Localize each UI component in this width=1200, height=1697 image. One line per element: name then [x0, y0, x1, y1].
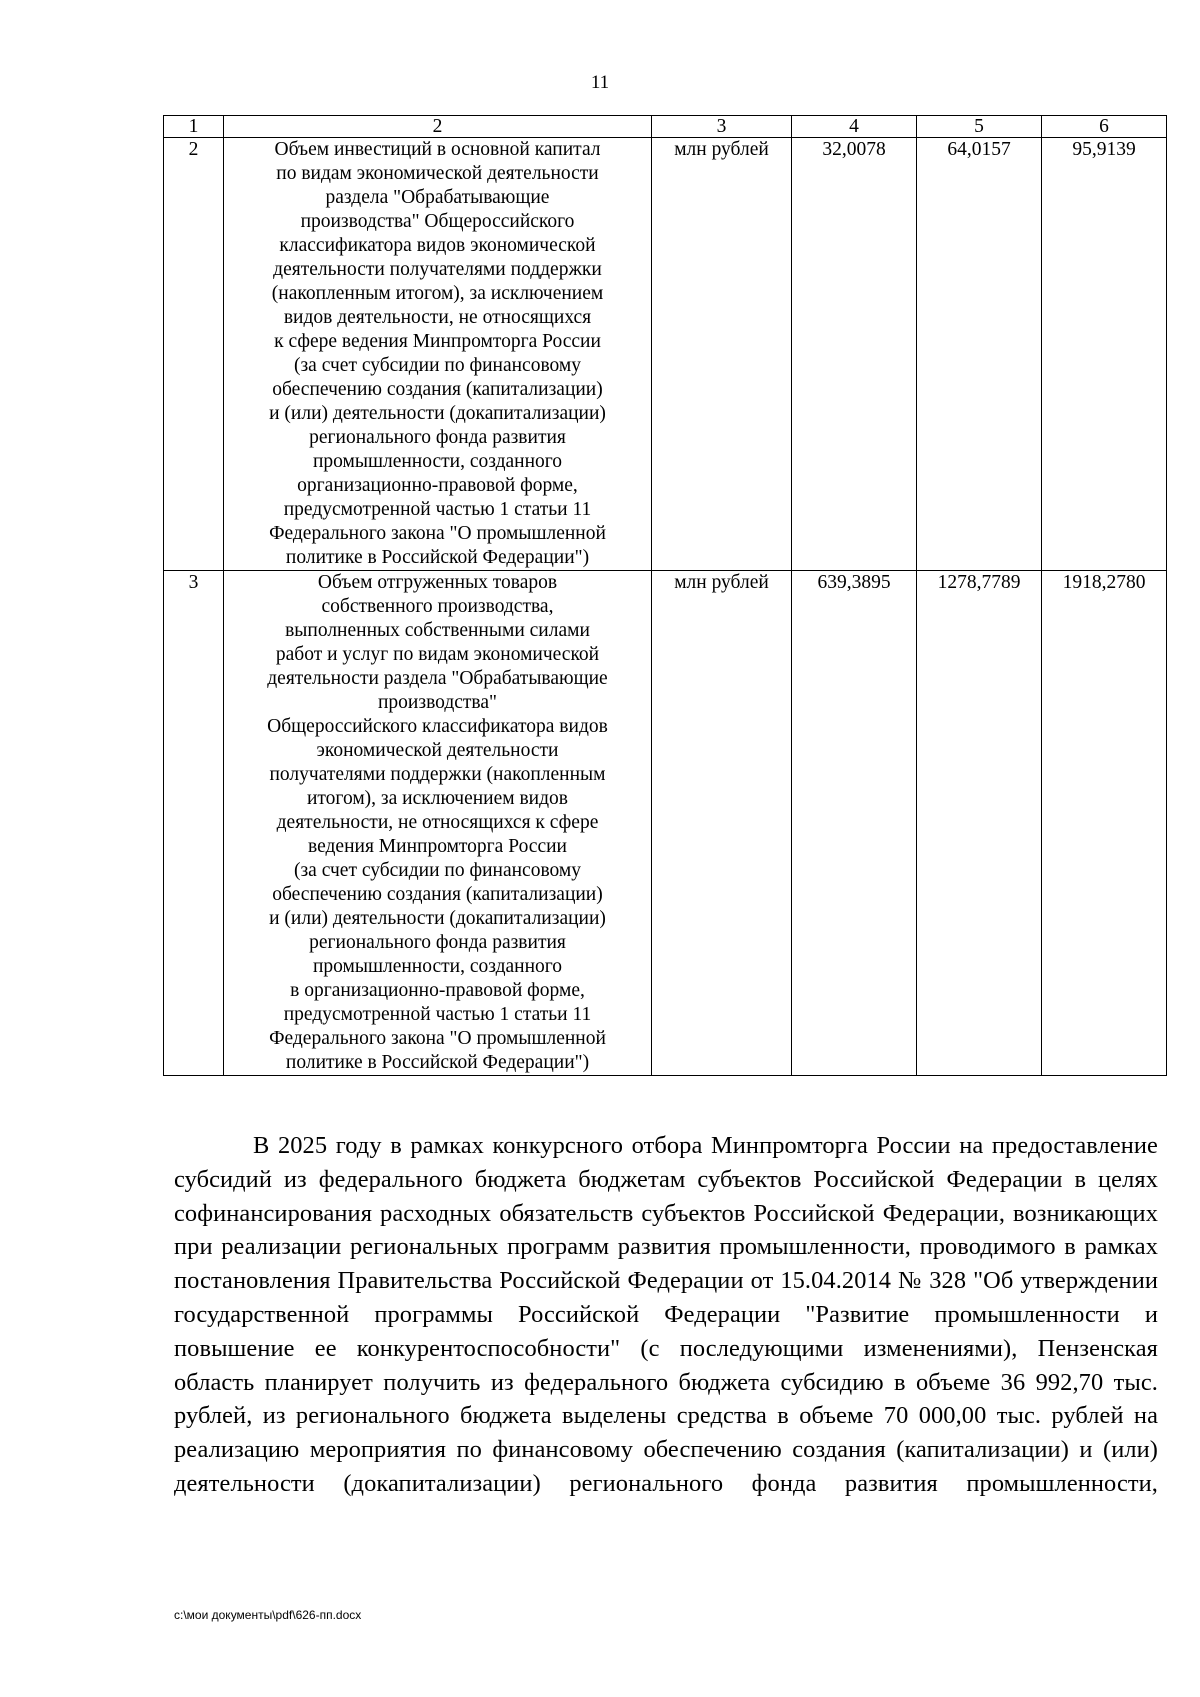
- value-cell-4: 32,0078: [792, 138, 917, 571]
- unit-cell: млн рублей: [652, 571, 792, 1076]
- body-paragraph: В 2025 году в рамках конкурсного отбора Минпромторга России на предоставление субсидий из федерального бюджета бюджетам субъектов Российской Федерации в целях софинансирования расходных обязательств субъектов Российской Федерации, возникающих при реализации региональных программ развития промышленности, проводимого в рамках постановления Правительства Российской Федерации от 15.04.2014 № 328 "Об утверждении государственной программы Российской Федерации "Развитие промышленности и повышение ее конкурентоспособности" (с последующими изменениями), Пензенская область планирует получить из федерального бюджета субсидию в объеме 36 992,70 тыс. рублей, из регионального бюджета выделены средства в объеме 70 000,00 тыс. рублей на реализацию мероприятия по финансовому обеспечению создания (капитализации) и (или) деятельности (докапитализации) регионального фонда развития промышленности,: [174, 1132, 1158, 1497]
- column-header: 4: [792, 116, 917, 138]
- indicator-description: Объем отгруженных товаров собственного производства, выполненных собственными силами работ и услуг по видам экономической деятельности раздела "Обрабатывающие производства" Общероссийского классификатора видов экономической деятельности получателями поддержки (накопленным итогом), за исключением видов деятельности, не относящихся к сфере ведения Минпромторга России (за счет субсидии по финансовому обеспечению создания (капитализации) и (или) деятельности (докапитализации) регионального фонда развития промышленности, созданного в организационно-правовой форме, предусмотренной частью 1 статьи 11 Федерального закона "О промышленной политике в Российской Федерации"): [224, 571, 652, 1076]
- column-header: 2: [224, 116, 652, 138]
- column-header: 5: [917, 116, 1042, 138]
- row-number: 3: [164, 571, 224, 1076]
- column-header: 3: [652, 116, 792, 138]
- page-number: 11: [590, 72, 610, 93]
- table-header-row: [164, 116, 1167, 138]
- column-header: 1: [164, 116, 224, 138]
- row-number: 2: [164, 138, 224, 571]
- value-cell-4: 639,3895: [792, 571, 917, 1076]
- indicators-table: [163, 115, 1167, 1076]
- unit-cell: млн рублей: [652, 138, 792, 571]
- table-row: [164, 571, 1167, 1076]
- indicator-description: Объем инвестиций в основной капитал по видам экономической деятельности раздела "Обрабатывающие производства" Общероссийского классификатора видов экономической деятельности получателями поддержки (накопленным итогом), за исключением видов деятельности, не относящихся к сфере ведения Минпромторга России (за счет субсидии по финансовому обеспечению создания (капитализации) и (или) деятельности (докапитализации) регионального фонда развития промышленности, созданного организационно-правовой форме, предусмотренной частью 1 статьи 11 Федерального закона "О промышленной политике в Российской Федерации"): [224, 138, 652, 571]
- footer-file-path: c:\мои документы\pdf\626-пп.docx: [174, 1608, 362, 1622]
- column-header: 6: [1042, 116, 1167, 138]
- value-cell-6: 95,9139: [1042, 138, 1167, 571]
- value-cell-5: 1278,7789: [917, 571, 1042, 1076]
- value-cell-6: 1918,2780: [1042, 571, 1167, 1076]
- value-cell-5: 64,0157: [917, 138, 1042, 571]
- table-row: [164, 138, 1167, 571]
